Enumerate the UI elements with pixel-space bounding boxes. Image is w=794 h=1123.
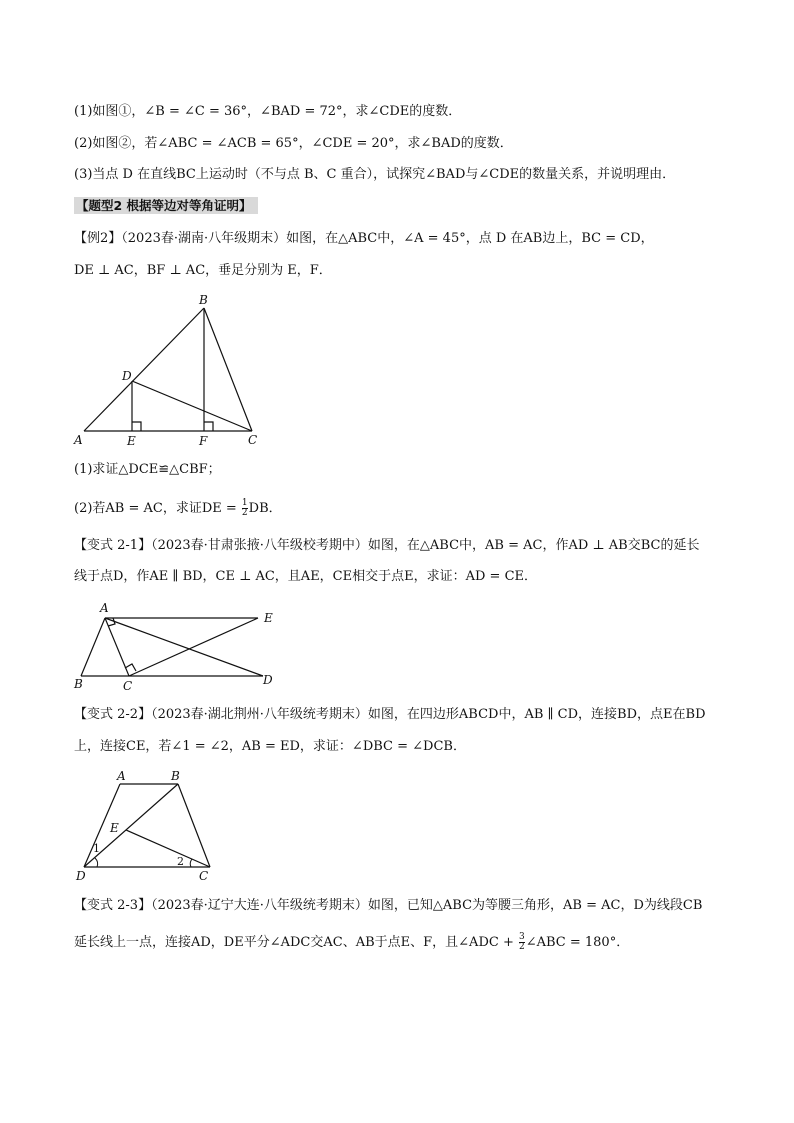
question-3: (3)当点 D 在直线BC上运动时（不与点 B、C 重合），试探究∠BAD与∠CDE的数量关系，并说明理由．: [74, 167, 676, 182]
label-A: A: [117, 769, 126, 783]
variant-2-2-line-2: 上，连接CE，若∠1 = ∠2，AB = ED，求证：∠DBC = ∠DCB．: [74, 739, 466, 754]
label-F: F: [199, 434, 208, 448]
variant-2-3-line-1: 【变式 2-3】（2023春·辽宁大连·八年级统考期末）如图，已知△ABC为等腰三角形，AB = AC，D为线段CB: [74, 898, 703, 913]
sub-question-1: (1)求证△DCE≌△CBF；: [74, 462, 221, 477]
label-B: B: [74, 677, 83, 691]
variant-2-1-line-2: 线于点D，作AE ∥ BD，CE ⊥ AC，且AE，CE相交于点E，求证：AD = CE．: [74, 569, 538, 584]
label-A: A: [74, 433, 83, 447]
label-E: E: [110, 821, 119, 835]
variant-2-1-line-1: 【变式 2-1】（2023春·甘肃张掖·八年级校考期中）如图，在△ABC中，AB = AC，作AD ⊥ AB交BC的延长: [74, 538, 700, 553]
sub-question-2: (2)若AB = AC，求证DE = $\frac{1}{2}$ DB．: [74, 498, 282, 518]
label-B: B: [171, 769, 180, 783]
example-2-line-2: DE ⊥ AC，BF ⊥ AC，垂足分别为 E，F．: [74, 263, 332, 278]
question-1: (1)如图①，∠B = ∠C = 36°，∠BAD = 72°，求∠CDE的度数．: [74, 104, 462, 119]
label-E: E: [264, 611, 273, 625]
angle-2-label: 2: [177, 855, 184, 868]
label-A: A: [100, 601, 109, 615]
label-C: C: [123, 679, 133, 693]
label-B: B: [199, 293, 208, 307]
label-C: C: [199, 869, 209, 883]
question-2: (2)如图②，若∠ABC = ∠ACB = 65°，∠CDE = 20°，求∠BAD的度数．: [74, 136, 513, 151]
label-D: D: [122, 369, 132, 383]
variant-2-2-line-1: 【变式 2-2】（2023春·湖北荆州·八年级统考期末）如图，在四边形ABCD中，AB ∥ CD，连接BD，点E在BD: [74, 707, 706, 722]
figure-example-2: [70, 290, 270, 450]
figure-variant-2-2: [70, 768, 230, 883]
variant-2-3-line-2: 延长线上一点，连接AD，DE平分∠ADC交AC、AB于点E、F，且∠ADC + $\frac{3}{2}$ ∠ABC = 180°．: [74, 932, 630, 952]
figure-variant-2-1: [68, 598, 288, 693]
example-2-line-1: 【例2】（2023春·湖南·八年级期末）如图，在△ABC中，∠A = 45°，点 D 在AB边上，BC = CD，: [74, 231, 654, 246]
label-E: E: [127, 434, 136, 448]
label-D: D: [76, 869, 86, 883]
label-C: C: [248, 433, 258, 447]
label-D: D: [263, 673, 273, 687]
angle-1-label: 1: [93, 842, 100, 855]
section-title: 【题型2 根据等边对等角证明】: [74, 197, 258, 214]
